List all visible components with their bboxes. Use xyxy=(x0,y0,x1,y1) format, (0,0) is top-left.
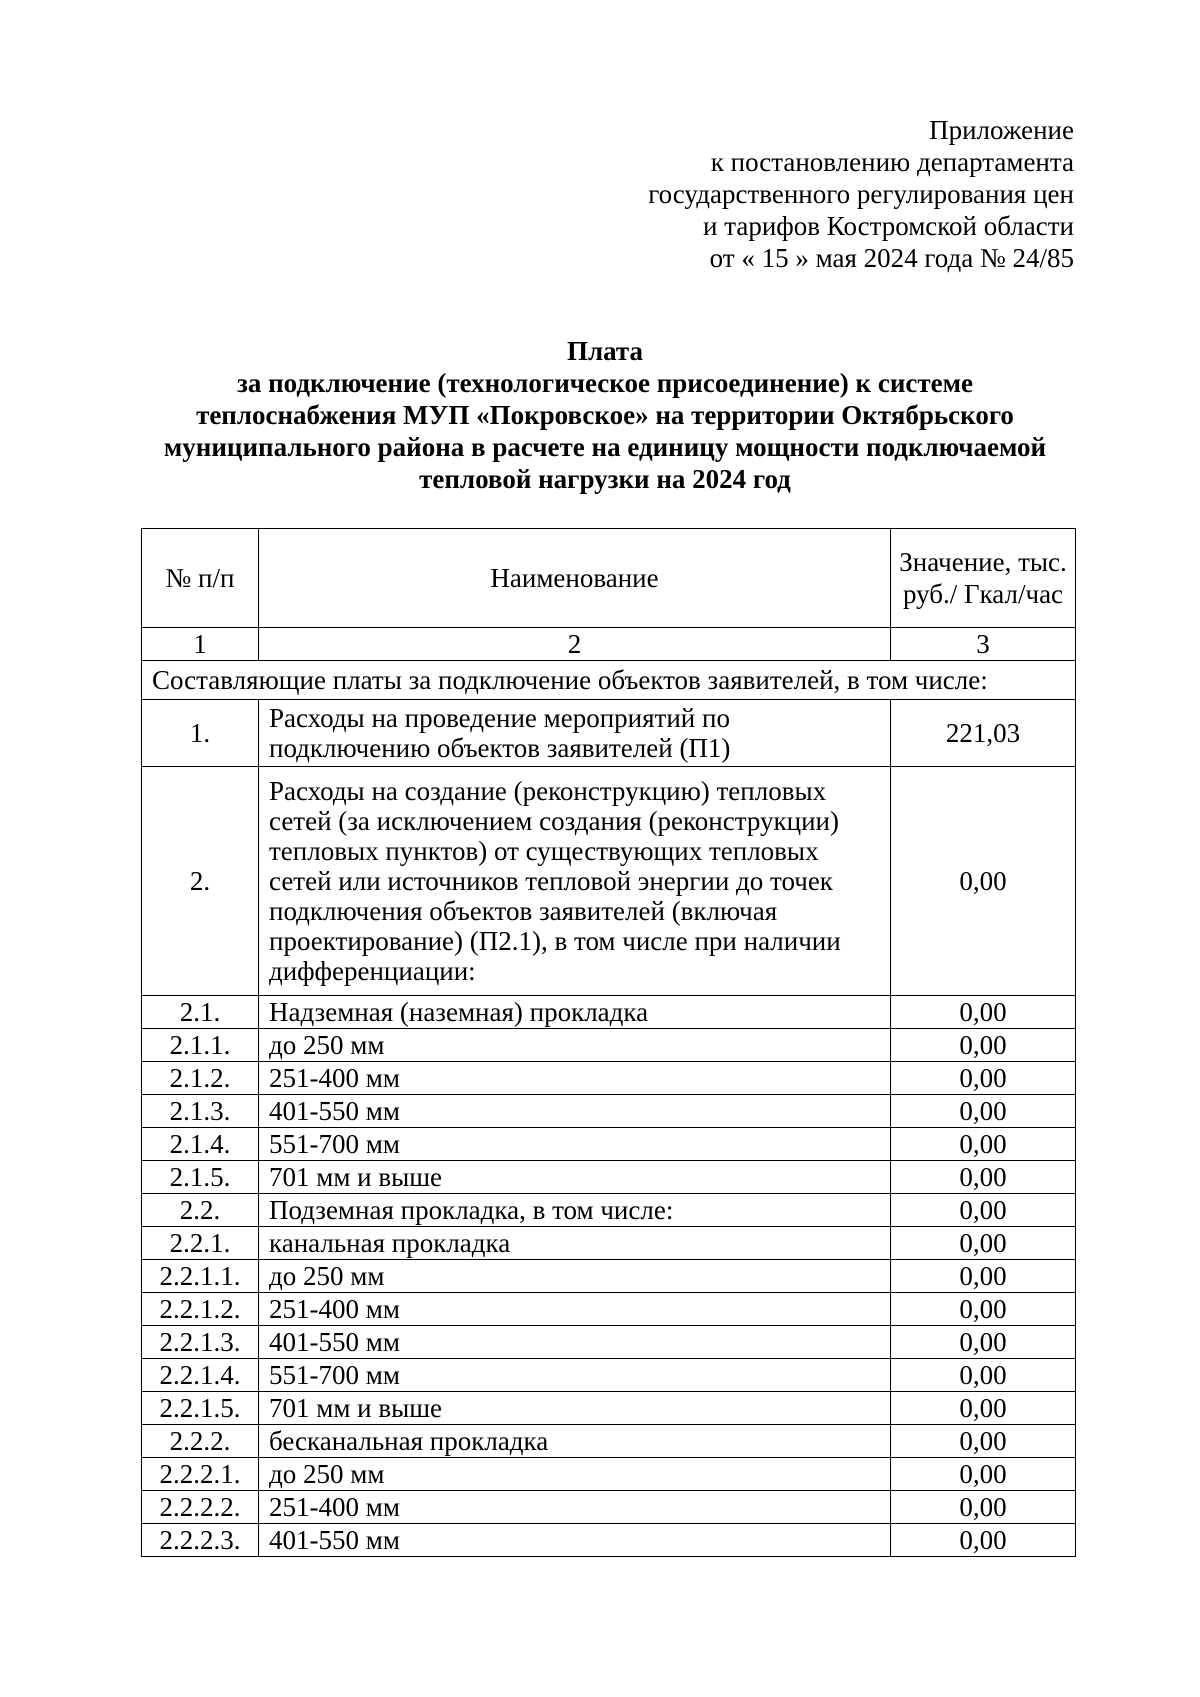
appendix-line: государственного регулирования цен xyxy=(648,179,1074,209)
row-value: 0,00 xyxy=(891,1260,1076,1293)
row-number: 2.2. xyxy=(142,1194,259,1227)
table-row xyxy=(142,767,1076,996)
row-value: 0,00 xyxy=(891,767,1076,996)
table-row xyxy=(142,1392,1076,1425)
row-number: 2.2.2.1. xyxy=(142,1458,259,1491)
row-name: 401-550 мм xyxy=(259,1095,891,1128)
row-value: 0,00 xyxy=(891,1227,1076,1260)
row-name: 401-550 мм xyxy=(259,1326,891,1359)
table-row xyxy=(142,1326,1076,1359)
table-row xyxy=(142,1095,1076,1128)
appendix-header xyxy=(648,114,1074,274)
table-row xyxy=(142,1128,1076,1161)
column-index: 3 xyxy=(891,628,1076,661)
appendix-line: от « 15 » мая 2024 года № 24/85 xyxy=(709,243,1074,273)
row-value: 0,00 xyxy=(891,1458,1076,1491)
header-name: Наименование xyxy=(259,529,891,628)
table-row xyxy=(142,1227,1076,1260)
row-value: 0,00 xyxy=(891,1359,1076,1392)
table-row xyxy=(142,1062,1076,1095)
appendix-line: к постановлению департамента xyxy=(710,147,1074,177)
row-value: 0,00 xyxy=(891,996,1076,1029)
row-value: 0,00 xyxy=(891,1524,1076,1557)
row-name: Надземная (наземная) прокладка xyxy=(259,996,891,1029)
table-row xyxy=(142,996,1076,1029)
row-name: до 250 мм xyxy=(259,1029,891,1062)
row-name: 251-400 мм xyxy=(259,1491,891,1524)
table-row xyxy=(142,1458,1076,1491)
section-row xyxy=(142,661,1076,700)
row-name: 701 мм и выше xyxy=(259,1392,891,1425)
table-row xyxy=(142,1425,1076,1458)
row-number: 2.1.5. xyxy=(142,1161,259,1194)
title-line: теплоснабжения МУП «Покровское» на территории Октябрьского xyxy=(196,400,1014,430)
row-name: 251-400 мм xyxy=(259,1062,891,1095)
table-row xyxy=(142,1029,1076,1062)
table-row xyxy=(142,700,1076,767)
row-number: 2.2.1.5. xyxy=(142,1392,259,1425)
section-label: Составляющие платы за подключение объектов заявителей, в том числе: xyxy=(142,661,1076,700)
title-line: за подключение (технологическое присоединение) к системе xyxy=(236,368,973,398)
row-value: 221,03 xyxy=(891,700,1076,767)
row-value: 0,00 xyxy=(891,1194,1076,1227)
row-value: 0,00 xyxy=(891,1326,1076,1359)
row-number: 2. xyxy=(142,767,259,996)
table-row xyxy=(142,1359,1076,1392)
row-number: 2.2.2.3. xyxy=(142,1524,259,1557)
table-row xyxy=(142,1161,1076,1194)
row-name: Расходы на проведение мероприятий по подключению объектов заявителей (П1) xyxy=(259,700,891,767)
row-number: 2.1.3. xyxy=(142,1095,259,1128)
row-value: 0,00 xyxy=(891,1161,1076,1194)
table-row xyxy=(142,1524,1076,1557)
table-header-row xyxy=(142,529,1076,628)
row-name: 401-550 мм xyxy=(259,1524,891,1557)
row-value: 0,00 xyxy=(891,1095,1076,1128)
row-name: бесканальная прокладка xyxy=(259,1425,891,1458)
row-value: 0,00 xyxy=(891,1491,1076,1524)
table-row xyxy=(142,1491,1076,1524)
row-name: до 250 мм xyxy=(259,1260,891,1293)
document-title xyxy=(130,335,1080,495)
table-row xyxy=(142,1194,1076,1227)
row-name: 701 мм и выше xyxy=(259,1161,891,1194)
row-value: 0,00 xyxy=(891,1425,1076,1458)
table-row xyxy=(142,1260,1076,1293)
row-name: 551-700 мм xyxy=(259,1128,891,1161)
row-number: 1. xyxy=(142,700,259,767)
table-row xyxy=(142,1293,1076,1326)
column-index-row xyxy=(142,628,1076,661)
column-index: 1 xyxy=(142,628,259,661)
row-name: 551-700 мм xyxy=(259,1359,891,1392)
row-name: до 250 мм xyxy=(259,1458,891,1491)
header-number: № п/п xyxy=(142,529,259,628)
row-value: 0,00 xyxy=(891,1029,1076,1062)
row-value: 0,00 xyxy=(891,1062,1076,1095)
title-line: Плата xyxy=(566,336,644,366)
row-number: 2.2.1.2. xyxy=(142,1293,259,1326)
row-number: 2.2.2.2. xyxy=(142,1491,259,1524)
table-body xyxy=(142,700,1076,1557)
appendix-line: и тарифов Костромской области xyxy=(703,211,1074,241)
row-number: 2.2.1. xyxy=(142,1227,259,1260)
title-line: тепловой нагрузки на 2024 год xyxy=(419,464,791,494)
column-index: 2 xyxy=(259,628,891,661)
fees-table xyxy=(141,528,1076,1557)
row-number: 2.2.1.1. xyxy=(142,1260,259,1293)
row-name: канальная прокладка xyxy=(259,1227,891,1260)
row-number: 2.1.2. xyxy=(142,1062,259,1095)
row-number: 2.1.4. xyxy=(142,1128,259,1161)
row-number: 2.2.1.3. xyxy=(142,1326,259,1359)
title-line: муниципального района в расчете на единицу мощности подключаемой xyxy=(163,432,1047,462)
appendix-line: Приложение xyxy=(929,115,1074,145)
header-value: Значение, тыс. руб./ Гкал/час xyxy=(891,529,1076,628)
row-value: 0,00 xyxy=(891,1128,1076,1161)
row-name: 251-400 мм xyxy=(259,1293,891,1326)
row-number: 2.2.2. xyxy=(142,1425,259,1458)
row-value: 0,00 xyxy=(891,1392,1076,1425)
row-name: Подземная прокладка, в том числе: xyxy=(259,1194,891,1227)
row-value: 0,00 xyxy=(891,1293,1076,1326)
row-number: 2.1. xyxy=(142,996,259,1029)
row-number: 2.1.1. xyxy=(142,1029,259,1062)
row-name: Расходы на создание (реконструкцию) тепловых сетей (за исключением создания (реконструкции) тепловых пунктов) от существующих тепловых сетей или источников тепловой энергии до точек подключения объектов заявителей (включая проектирование) (П2.1), в том числе при наличии дифференциации: xyxy=(259,767,891,996)
row-number: 2.2.1.4. xyxy=(142,1359,259,1392)
